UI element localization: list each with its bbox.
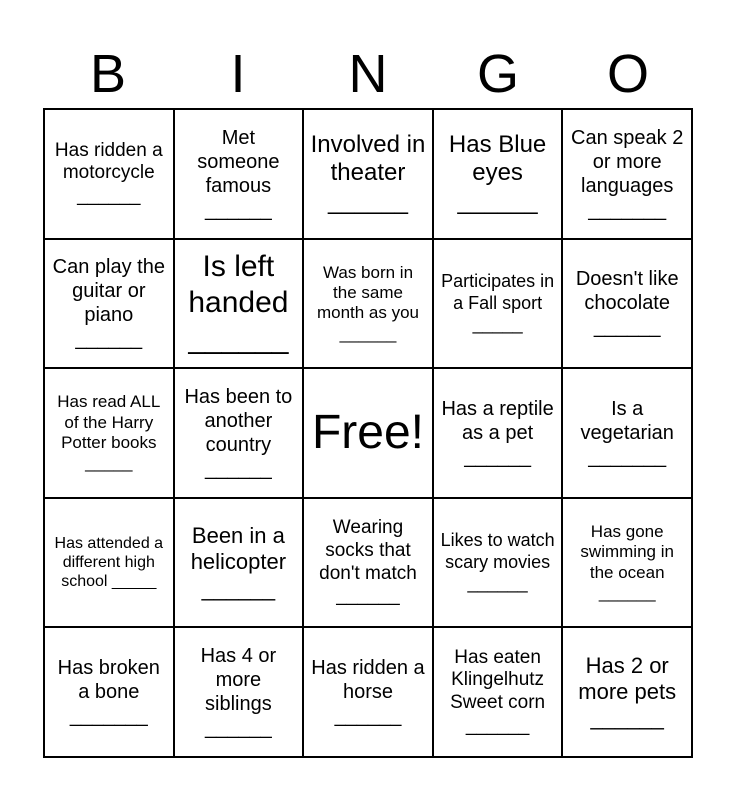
bingo-cell[interactable]: Can speak 2 or more languages _______ bbox=[562, 109, 692, 239]
bingo-cell[interactable]: Been in a helicopter ______ bbox=[174, 498, 304, 628]
bingo-cell[interactable]: Has attended a different high school _____ bbox=[44, 498, 174, 628]
bingo-cell[interactable]: Has ridden a motorcycle ______ bbox=[44, 109, 174, 239]
bingo-cell[interactable]: Was born in the same month as you ______ bbox=[303, 239, 433, 369]
bingo-cell[interactable]: Has been to another country ______ bbox=[174, 368, 304, 498]
header-letter-n: N bbox=[348, 44, 388, 104]
free-cell[interactable]: Free! bbox=[303, 368, 433, 498]
bingo-cell[interactable]: Has ridden a horse ______ bbox=[303, 627, 433, 757]
bingo-cell[interactable]: Likes to watch scary movies ______ bbox=[433, 498, 563, 628]
bingo-cell[interactable]: Has broken a bone _______ bbox=[44, 627, 174, 757]
bingo-cell[interactable]: Has Blue eyes ______ bbox=[433, 109, 563, 239]
bingo-cell[interactable]: Has eaten Klingelhutz Sweet corn ______ bbox=[433, 627, 563, 757]
bingo-cell[interactable]: Doesn't like chocolate ______ bbox=[562, 239, 692, 369]
header-letter-o: O bbox=[606, 44, 649, 104]
bingo-cell[interactable]: Is left handed ______ bbox=[174, 239, 304, 369]
bingo-cell[interactable]: Has read ALL of the Harry Potter books _____ bbox=[44, 368, 174, 498]
bingo-header bbox=[43, 40, 693, 108]
bingo-cell[interactable]: Has 4 or more siblings ______ bbox=[174, 627, 304, 757]
header-letter-g: G bbox=[476, 44, 519, 104]
bingo-cell[interactable]: Involved in theater ______ bbox=[303, 109, 433, 239]
header-letter-i: I bbox=[230, 44, 246, 104]
bingo-cell[interactable]: Has a reptile as a pet ______ bbox=[433, 368, 563, 498]
bingo-cell[interactable]: Wearing socks that don't match ______ bbox=[303, 498, 433, 628]
bingo-cell[interactable]: Has gone swimming in the ocean ______ bbox=[562, 498, 692, 628]
bingo-cell[interactable]: Participates in a Fall sport _____ bbox=[433, 239, 563, 369]
bingo-cell[interactable]: Is a vegetarian _______ bbox=[562, 368, 692, 498]
bingo-board bbox=[43, 108, 693, 758]
bingo-cell[interactable]: Can play the guitar or piano ______ bbox=[44, 239, 174, 369]
bingo-cell[interactable]: Has 2 or more pets ______ bbox=[562, 627, 692, 757]
bingo-cell[interactable]: Met someone famous ______ bbox=[174, 109, 304, 239]
header-letter-b: B bbox=[89, 44, 127, 104]
